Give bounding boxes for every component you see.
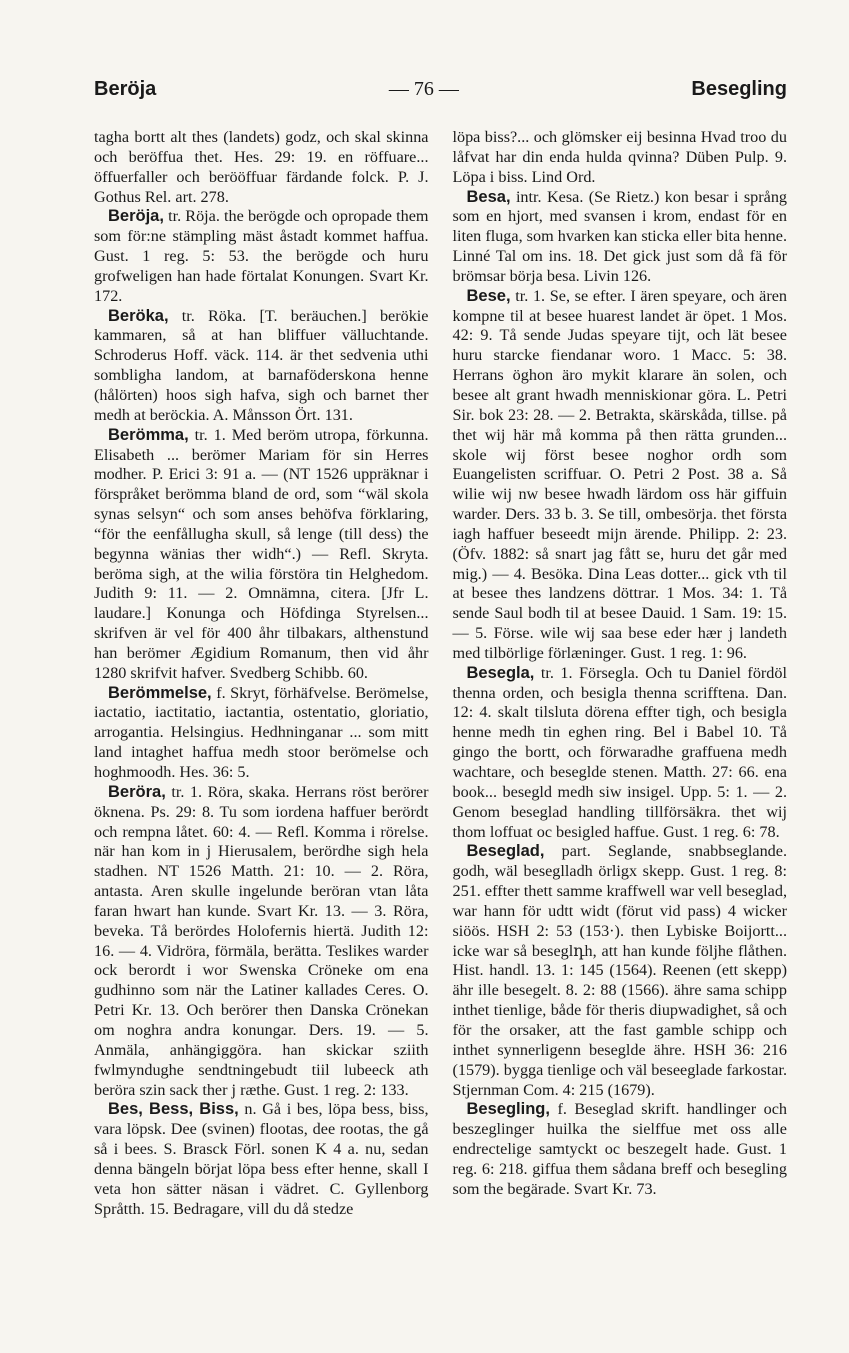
- dictionary-entry: [94, 207, 429, 306]
- entry-text: part. Seglande, snabbseglande. godh, wäl beseglladh örligx skepp. Gust. 1 reg. 8: 251. effter thett samme kraffwell war vell beseglad, war hann för udtt widt (förut vid pass) 4 wicker siöös. HSH 2: 53 (153·). then Lybiske Boijortt... icke war så beseglդh, att han kunde följhe flåthen. Hist. handl. 13. 1: 145 (1564). Reenen (ett skepp) ähr ille besegelt. 8. 2: 88 (1566). ähre sama schipp inthet tienlige, både för theris diupwadighet, så och för the orsaker, att the fast gamble schipp och inthet synnerligenn beseglde ähre. HSH 36: 216 (1579). bygga tienlige och väl beseeglade farkostar. Stjernman Com. 4: 215 (1679).: [452, 842, 787, 1099]
- header-left-word: Beröja: [94, 77, 157, 100]
- entry-text: tr. 1. Se, se efter. I ären speyare, och ären kompne til at besee huarest landet är öpet. 1 Mos. 42: 9. Tå sende Judas speyare tijt, och lät besee huru starcke fiendanar woro. 1 Macc. 5: 38. Herrans öghon äro mykit klarare än solen, och besee alt grant hwadh menniskionar göra. L. Petri Sir. bok 23: 28. — 2. Betrakta, skärskåda, tillse. på thet wij här må komma på then rätta grunden... skole wij först besee noghor ordh som Euangelisten scriffuar. O. Petri 2 Post. 38 a. Så wilie wij nw besee hwadh lärdom oss här giffuin warder. Ders. 33 b. 3. Se till, ombesörja. thet första iagh haffuer beseedt mijn ärende. Philipp. 2: 23. (Öfv. 1882: så snart jag fått se, huru det går med mig.) — 4. Besöka. Dina Leas dotter... gick vth til at besee thes landzens döttrar. 1 Mos. 34: 1. Tå sende Saul bodh til at besee Dauid. 1 Sam. 19: 15. — 5. Förse. wile wij saa bese eder hær j landeth med tilbörlige förlæninger. Gust. 1 reg. 1: 96.: [452, 286, 788, 662]
- entry-headword: Berömmelse,: [108, 683, 212, 702]
- entry-text: f. Skryt, förhäfvelse. Berömelse, iactatio, iactitatio, iactantia, ostentatio, gloriatio, arrogantia. Helsingius. Hedhninganar ... som mitt land intaghet haffua medh stoor berömelse och hoghmoodh. Hes. 36: 5.: [94, 683, 429, 781]
- entry-headword: Besa,: [466, 187, 511, 206]
- dictionary-entry: [453, 287, 788, 664]
- dictionary-entry: [94, 426, 429, 684]
- entry-text: tr. 1. Försegla. Och tu Daniel fördöl thenna orden, och besigla thenna scrifftena. Dan. 12: 4. skalt tilsluta dörena effter tigh, och besigla henne medh tin eghen ring. Bel i Babel 10. Tå gingo the bortt, och förwaradhe graffuena medh wachtare, och beseglde stenen. Matth. 27: 66. ena book... besegld medh siw insigel. Upp. 5: 1. — 2. Genom beseglad handling tillförsäkra. thet wij thom loffuat oc besigled haffue. Gust. 1 reg. 6: 78.: [452, 663, 787, 841]
- entry-text: intr. Kesa. (Se Rietz.) kon besar i språng som en hjort, med svansen i krom, endast för en liten fluga, som hvarken kan sticka eller bita henne. Linné Tal om ins. 18. Det gick just som då fä för brömsar börja besa. Livin 126.: [452, 187, 788, 285]
- entry-headword: Besegla,: [466, 663, 535, 682]
- entry-headword: Besegling,: [466, 1100, 550, 1119]
- dictionary-entry: [94, 1100, 429, 1219]
- dictionary-entry: [94, 684, 429, 783]
- entry-text: tr. Röka. [T. beräuchen.] berökie kammaren, så at han bliffuer välluchtande. Schroderus Hoff. väck. 114. är thet sedvenia uthi sombligha landom, at barnaföderskona henne (hålörten) hoos sigh hafva, sigh och barnet ther medh at beröckia. A. Månsson Ört. 131.: [94, 306, 429, 424]
- entry-text: tr. 1. Röra, skaka. Herrans röst berörer öknena. Ps. 29: 8. Tu som iordena haffuer berördt och rempna låtet. 60: 4. — Refl. Komma i rörelse. när han kom in j Hierusalem, berördhe sigh hela stadhen. NT 1526 Matth. 21: 10. — 2. Röra, antasta. Aren skulle ingelunde beröran vtan låta faran hwart han kunde. Svart Kr. 13. — 3. Röra, beveka. Tå berördes Holofernis hiertä. Judith 12: 16. — 4. Vidröra, förmäla, berätta. Teslikes warder ock berordt i wor Swenska Cröneke om ena gudhinno som när the Latiner kallades Ceres. O. Petri Kr. 13. Och berörer then Danska Crönekan om noghra andra konungar. Ders. 19. — 5. Anmäla, anhängiggöra. han skickar sziith fwlmyndughe sendtningebudt tiil lubeeck ath beröra szin sack ther j ræthe. Gust. 1 reg. 2: 133.: [94, 782, 429, 1099]
- text-columns: [94, 128, 787, 1283]
- dictionary-entry: [453, 842, 788, 1100]
- entry-text: tr. 1. Med beröm utropa, förkunna. Elisabeth ... berömer Mariam för sin Herres modher. P. Erici 3: 91 a. — (NT 1526 uppräknar i förspråket berömma bland de ord, som “wäl skola synas selsyn“ och som anses behöfva förklaring, “för the eenfållugha skull, så lenge (till dess) the begynna wänias ther widh“.) — Refl. Skryta. beröma sigh, at the wilia förstöra tin Helghedom. Judith 9: 11. — 2. Omnämna, citera. [Jfr L. laudare.] Konunga och Höfdinga Styrelsen... skrifven är vel för 400 åhr tilbakars, althenstund han berömer Ægidium Romanum, then vid åhr 1280 skrifvit hafver. Svedberg Schibb. 60.: [94, 425, 429, 682]
- entry-text: f. Beseglad skrift. handlinger och beszeglinger huilka the sielffue met oss alle endrectelige samtyckt oc beszegelt hade. Gust. 1 reg. 6: 218. giffua them sådana breff och besegling som the begärade. Svart Kr. 73.: [452, 1100, 787, 1198]
- entry-text: tr. Röja. the berögde och opropade them som för:ne stämpling mäst åstadt kommet haffua. Gust. 1 reg. 5: 53. the berögde och huru grofweligen han hade förtalat Konungen. Svart Kr. 172.: [94, 207, 429, 305]
- left-column: [94, 128, 429, 1283]
- entry-text: tagha bortt alt thes (landets) godz, och skal skinna och beröffua thet. Hes. 29: 19. en röffuare... öffuerfaller och berööffuar färdande folck. P. J. Gothus Rel. art. 278.: [94, 128, 429, 206]
- entry-headword: Beröja,: [108, 207, 164, 226]
- entry-headword: Beseglad,: [466, 842, 545, 861]
- entry-text: löpa biss?... och glömsker eij besinna Hvad troo du låfvat har din enda hulda qvinna? Düben Pulp. 9. Löpa i biss. Lind Ord.: [452, 128, 787, 186]
- page-header: [94, 74, 787, 104]
- page-number: — 76 —: [388, 77, 459, 100]
- dictionary-entry: [453, 128, 788, 188]
- dictionary-entry: [453, 664, 788, 843]
- dictionary-entry: [453, 1100, 788, 1199]
- entry-headword: Bes, Bess, Biss,: [108, 1100, 239, 1119]
- entry-headword: Beröka,: [108, 306, 169, 325]
- entry-headword: Bese,: [466, 286, 511, 305]
- dictionary-entry: [94, 783, 429, 1101]
- dictionary-entry: [453, 188, 788, 287]
- entry-headword: Berömma,: [108, 425, 189, 444]
- entry-headword: Beröra,: [108, 782, 166, 801]
- header-right-word: Besegling: [691, 77, 787, 100]
- dictionary-entry: [94, 307, 429, 426]
- right-column: [453, 128, 788, 1283]
- entry-text: n. Gå i bes, löpa bess, biss, vara löpsk. Dee (svinen) flootas, dee rootas, the gå så i bees. S. Brasck Förl. sonen K 4 a. nu, sedan denna bängeln börjat löpa bess efter henne, skall I veta hon sätter näsan i vädret. C. Gyllenborg Språtth. 15. Bedragare, vill du då stedze: [94, 1100, 429, 1218]
- dictionary-entry: [94, 128, 429, 207]
